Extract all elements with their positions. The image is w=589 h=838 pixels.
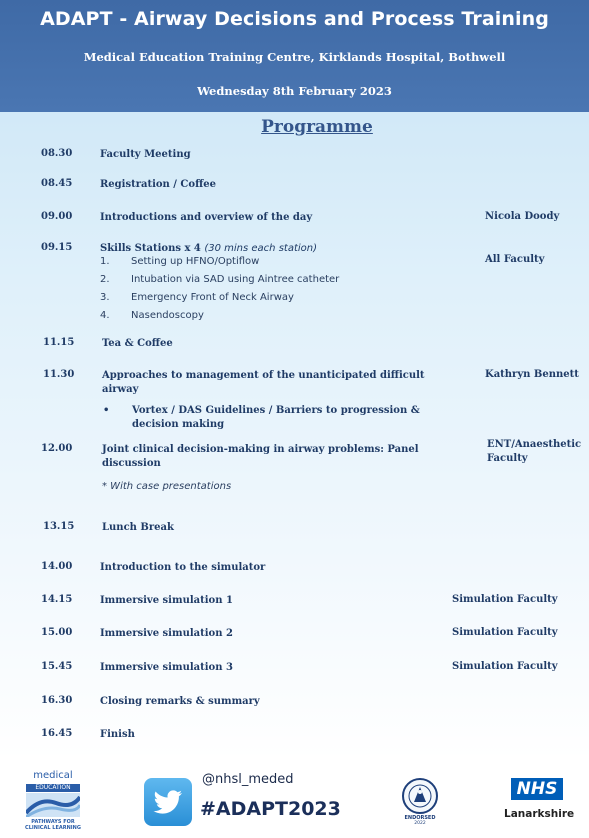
session-faculty: Simulation Faculty xyxy=(452,627,558,638)
session-title: Immersive simulation 3 xyxy=(100,662,233,673)
endorsement-caption: ENDORSED xyxy=(404,815,436,821)
session-title: Introduction to the simulator xyxy=(100,562,266,573)
logo-text-medical: medical xyxy=(33,770,73,781)
session-title xyxy=(100,242,440,256)
endorsement-year: 2022 xyxy=(414,821,426,826)
pathway-icon xyxy=(26,793,80,817)
session-title: Immersive simulation 2 xyxy=(100,628,233,639)
session-time: 15.45 xyxy=(41,661,73,672)
endorsement-emblem-icon xyxy=(396,776,444,816)
session-faculty: Kathryn Bennett xyxy=(485,369,579,380)
session-time: 09.00 xyxy=(41,211,73,222)
session-time: 11.30 xyxy=(43,369,75,380)
nhs-logo-mark: NHS xyxy=(516,779,558,799)
header-banner xyxy=(0,0,589,112)
session-title: Lunch Break xyxy=(102,522,174,533)
session-time: 12.00 xyxy=(41,443,73,454)
session-faculty: All Faculty xyxy=(485,254,545,265)
event-hashtag[interactable]: #ADAPT2023 xyxy=(200,798,341,820)
list-number: 4. xyxy=(100,310,110,321)
programme-heading: Programme xyxy=(261,117,373,137)
list-text: Setting up HFNO/Optiflow xyxy=(131,256,260,267)
logo-tagline-1: PATHWAYS FOR xyxy=(31,819,75,825)
logo-tagline-2: CLINICAL LEARNING xyxy=(25,825,81,831)
logo-text-education: EDUCATION xyxy=(26,784,80,792)
session-time: 16.30 xyxy=(41,695,73,706)
session-time: 13.15 xyxy=(43,521,75,532)
list-number: 1. xyxy=(100,256,110,267)
event-title: ADAPT - Airway Decisions and Process Training xyxy=(40,8,549,30)
event-venue: Medical Education Training Centre, Kirklands Hospital, Bothwell xyxy=(83,50,506,64)
session-title: Introductions and overview of the day xyxy=(100,212,313,223)
endorsement-logo xyxy=(396,776,444,828)
list-text: Intubation via SAD using Aintree catheter xyxy=(131,274,340,285)
nhs-lanarkshire-logo xyxy=(504,778,575,826)
session-title: Tea & Coffee xyxy=(102,338,173,349)
session-title: Faculty Meeting xyxy=(100,149,191,160)
session-time: 14.00 xyxy=(41,561,73,572)
session-time: 16.45 xyxy=(41,728,73,739)
twitter-icon[interactable] xyxy=(144,778,192,826)
session-title: Closing remarks & summary xyxy=(100,696,260,707)
skills-stations-list xyxy=(100,256,430,328)
session-time: 11.15 xyxy=(43,337,75,348)
session-faculty: Nicola Doody xyxy=(485,211,560,222)
session-time: 08.45 xyxy=(41,178,73,189)
session-time: 08.30 xyxy=(41,148,73,159)
nhs-board-name: Lanarkshire xyxy=(504,808,575,820)
event-date: Wednesday 8th February 2023 xyxy=(197,84,392,98)
list-item xyxy=(100,310,430,328)
list-item xyxy=(100,274,430,292)
session-faculty: ENT/Anaesthetic Faculty xyxy=(487,439,582,464)
list-item xyxy=(100,292,430,310)
session-title: Finish xyxy=(100,729,135,740)
session-title-text: Skills Stations x 4 xyxy=(100,243,201,254)
session-time: 09.15 xyxy=(41,242,73,253)
session-title-note: (30 mins each station) xyxy=(204,243,318,254)
bullet-text: Vortex / DAS Guidelines / Barriers to progression & decision making xyxy=(132,405,420,430)
session-time: 14.15 xyxy=(41,594,73,605)
list-text: Nasendoscopy xyxy=(131,310,204,321)
session-title: Immersive simulation 1 xyxy=(100,595,233,606)
twitter-bird-icon xyxy=(144,778,192,826)
list-number: 3. xyxy=(100,292,110,303)
list-text: Emergency Front of Neck Airway xyxy=(131,292,294,303)
twitter-handle[interactable]: @nhsl_meded xyxy=(202,772,294,787)
session-title: Approaches to management of the unanticipated difficult airway xyxy=(102,370,425,395)
session-title: Joint clinical decision-making in airway problems: Panel discussion xyxy=(102,444,419,469)
session-faculty: Simulation Faculty xyxy=(452,594,558,605)
bullet-icon: • xyxy=(103,405,110,416)
session-title: Registration / Coffee xyxy=(100,179,216,190)
session-note: * With case presentations xyxy=(102,481,232,492)
list-item xyxy=(100,256,430,274)
session-time: 15.00 xyxy=(41,627,73,638)
list-number: 2. xyxy=(100,274,110,285)
session-faculty: Simulation Faculty xyxy=(452,661,558,672)
medical-education-logo xyxy=(22,770,84,834)
